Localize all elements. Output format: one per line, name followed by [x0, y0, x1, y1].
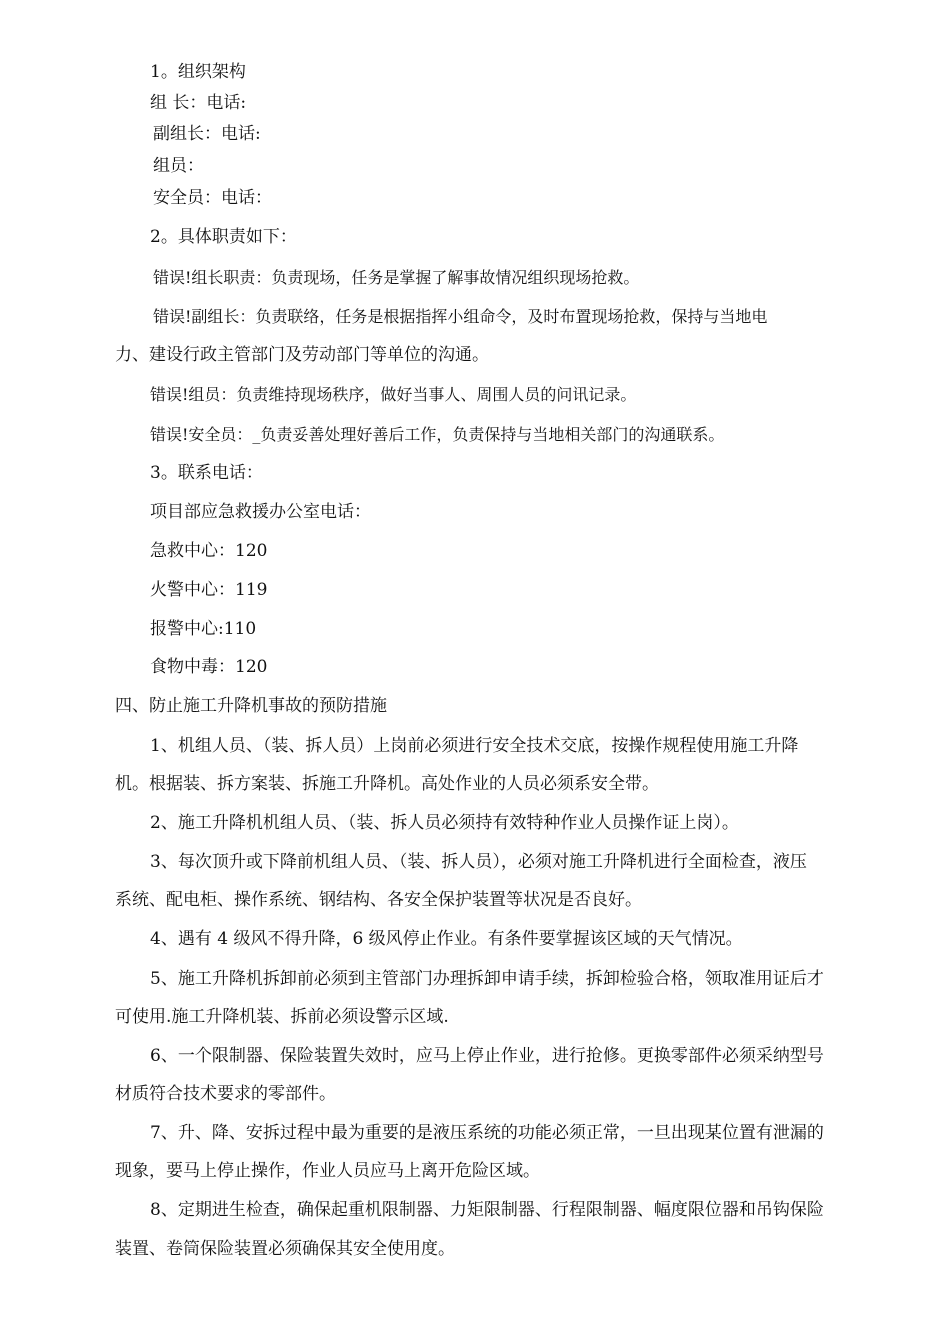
duty-deputy-line-2: 力、建设行政主管部门及劳动部门等单位的沟通。	[115, 345, 489, 365]
contacts-heading: 3。联系电话：	[150, 463, 263, 483]
measure-5-line-1: 5、施工升降机拆卸前必须到主管部门办理拆卸申请手续，拆卸检验合格，领取准用证后才	[150, 969, 824, 989]
measure-1-line-1: 1、机组人员、（装、拆人员）上岗前必须进行安全技术交底，按操作规程使用施工升降	[150, 736, 799, 756]
org-members-line: 组员：	[153, 156, 204, 176]
contact-police: 报警中心:110	[150, 619, 257, 639]
measure-8-line-1: 8、定期进生检查，确保起重机限制器、力矩限制器、行程限制器、幅度限位器和吊钩保险	[150, 1200, 824, 1220]
duty-safety: 错误!安全员：_负责妥善处理好善后工作，负责保持与当地相关部门的沟通联系。	[150, 425, 725, 444]
org-deputy-line: 副组长：电话:	[153, 124, 261, 144]
duty-members: 错误!组员：负责维持现场秩序，做好当事人、周围人员的问讯记录。	[150, 385, 637, 404]
org-heading: 1。组织架构	[150, 62, 246, 82]
measure-7-line-1: 7、升、降、安拆过程中最为重要的是液压系统的功能必须正常，一旦出现某位置有泄漏的	[150, 1123, 824, 1143]
measure-6-line-2: 材质符合技术要求的零部件。	[115, 1084, 336, 1104]
measure-1-line-2: 机。根据装、拆方案装、拆施工升降机。高处作业的人员必须系安全带。	[115, 774, 659, 794]
org-leader-line: 组 长：电话:	[150, 93, 247, 113]
section4-heading: 四、防止施工升降机事故的预防措施	[115, 696, 387, 716]
duty-leader: 错误!组长职责：负责现场，任务是掌握了解事故情况组织现场抢救。	[153, 268, 640, 287]
contact-fire: 火警中心：119	[150, 580, 268, 600]
measure-3-line-1: 3、每次顶升或下降前机组人员、（装、拆人员），必须对施工升降机进行全面检查，液压	[150, 852, 807, 872]
measure-7-line-2: 现象，要马上停止操作，作业人员应马上离开危险区域。	[115, 1161, 540, 1181]
contact-first-aid: 急救中心：120	[150, 541, 268, 561]
contact-food-poisoning: 食物中毒：120	[150, 657, 268, 677]
measure-6-line-1: 6、一个限制器、保险装置失效时，应马上停止作业，进行抢修。更换零部件必须采纳型号	[150, 1046, 824, 1066]
duties-heading: 2。具体职责如下：	[150, 227, 297, 247]
measure-3-line-2: 系统、配电柜、操作系统、钢结构、各安全保护装置等状况是否良好。	[115, 890, 642, 910]
org-safety-line: 安全员：电话：	[153, 188, 272, 208]
measure-2-line-1: 2、施工升降机机组人员、（装、拆人员必须持有效特种作业人员操作证上岗）。	[150, 813, 739, 833]
measure-4-line-1: 4、遇有 4 级风不得升降，6 级风停止作业。有条件要掌握该区域的天气情况。	[150, 929, 743, 949]
contact-office: 项目部应急救援办公室电话：	[150, 502, 371, 522]
measure-8-line-2: 装置、卷筒保险装置必须确保其安全使用度。	[115, 1239, 455, 1259]
duty-deputy-line-1: 错误!副组长：负责联络，任务是根据指挥小组命令，及时布置现场抢救，保持与当地电	[153, 307, 768, 326]
measure-5-line-2: 可使用.施工升降机装、拆前必须设警示区域.	[115, 1007, 449, 1027]
